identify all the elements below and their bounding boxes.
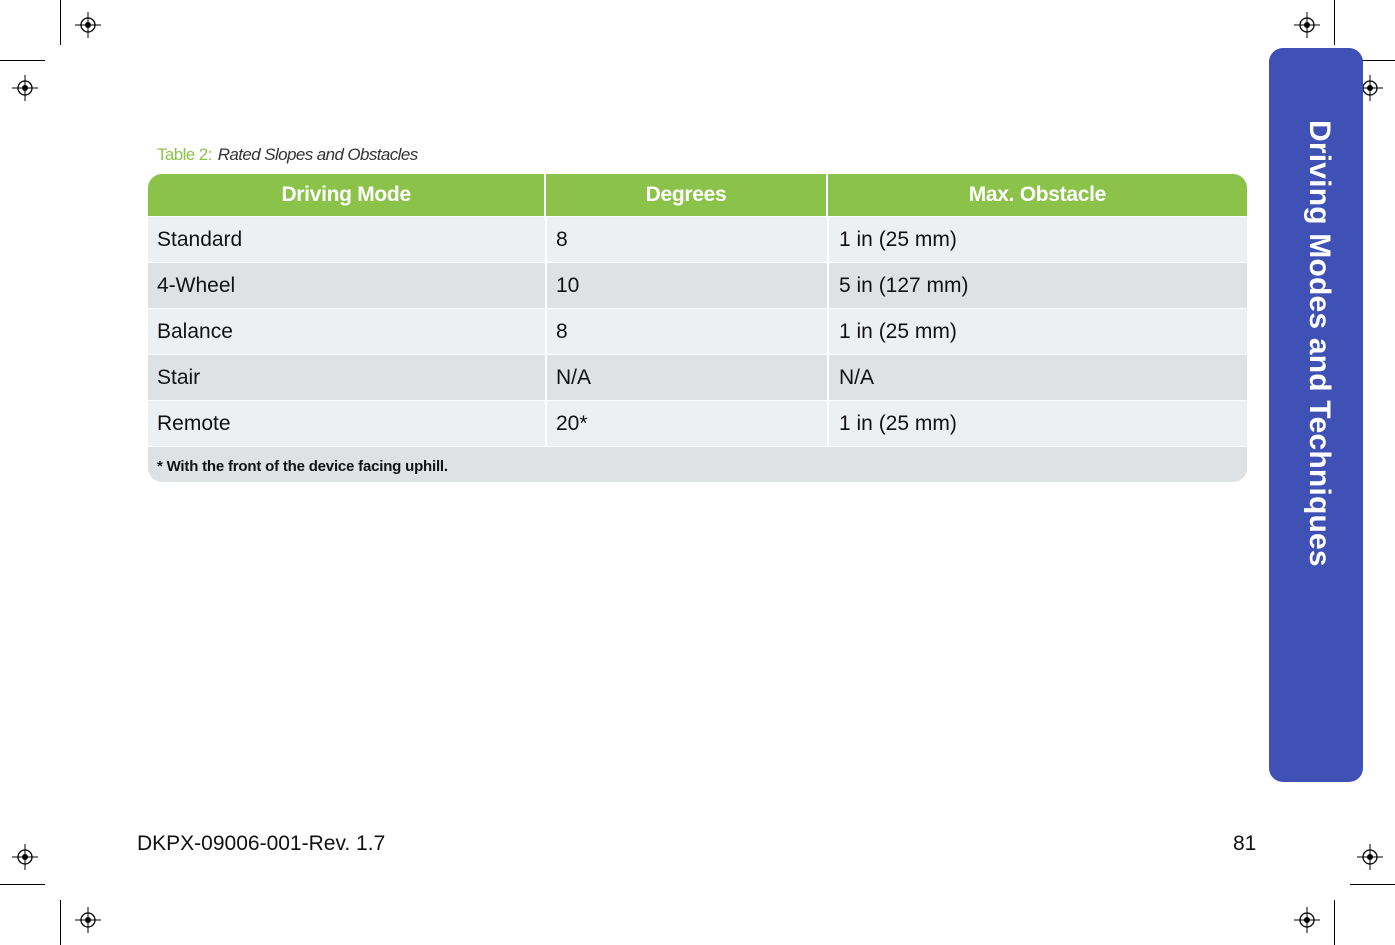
registration-mark-icon [1357, 844, 1383, 870]
slopes-obstacles-table [148, 174, 1247, 482]
cell-degrees: 8 [545, 309, 827, 354]
registration-mark-icon [12, 844, 38, 870]
table-header [148, 174, 1247, 216]
table-footnote: * With the front of the device facing uphill. [148, 446, 1247, 482]
cell-max-obstacle: 5 in (127 mm) [827, 263, 1247, 308]
chapter-tab-title: Driving Modes and Techniques [1303, 120, 1336, 567]
table-number: Table 2: [157, 145, 212, 164]
crop-mark [60, 0, 61, 45]
table-caption [157, 145, 418, 165]
crop-mark [1350, 884, 1395, 885]
cell-degrees: 10 [545, 263, 827, 308]
cell-max-obstacle: 1 in (25 mm) [827, 401, 1247, 446]
cell-degrees: N/A [545, 355, 827, 400]
registration-mark-icon [75, 907, 101, 933]
cell-driving-mode: Balance [157, 319, 233, 343]
header-max-obstacle: Max. Obstacle [826, 174, 1247, 216]
table-title: Rated Slopes and Obstacles [217, 145, 418, 164]
crop-mark [1334, 0, 1335, 45]
table-row [148, 216, 1247, 262]
cell-degrees: 8 [545, 217, 827, 262]
registration-mark-icon [1294, 907, 1320, 933]
cell-max-obstacle: N/A [827, 355, 1247, 400]
cell-degrees: 20* [545, 401, 827, 446]
registration-mark-icon [1294, 12, 1320, 38]
header-driving-mode: Driving Mode [281, 183, 411, 206]
table-row [148, 400, 1247, 446]
registration-mark-icon [75, 12, 101, 38]
crop-mark [0, 884, 45, 885]
table-row [148, 262, 1247, 308]
cell-driving-mode: Remote [157, 411, 231, 435]
document-id: DKPX-09006-001-Rev. 1.7 [137, 832, 386, 855]
table-row [148, 308, 1247, 354]
crop-mark [1334, 900, 1335, 945]
crop-mark [0, 60, 45, 61]
table-row [148, 354, 1247, 400]
cell-max-obstacle: 1 in (25 mm) [827, 309, 1247, 354]
crop-mark [60, 900, 61, 945]
page-number: 81 [1233, 832, 1257, 855]
cell-driving-mode: Stair [157, 365, 201, 389]
header-degrees: Degrees [544, 174, 825, 216]
registration-mark-icon [12, 75, 38, 101]
cell-driving-mode: 4-Wheel [157, 273, 236, 297]
cell-max-obstacle: 1 in (25 mm) [827, 217, 1247, 262]
cell-driving-mode: Standard [157, 227, 243, 251]
